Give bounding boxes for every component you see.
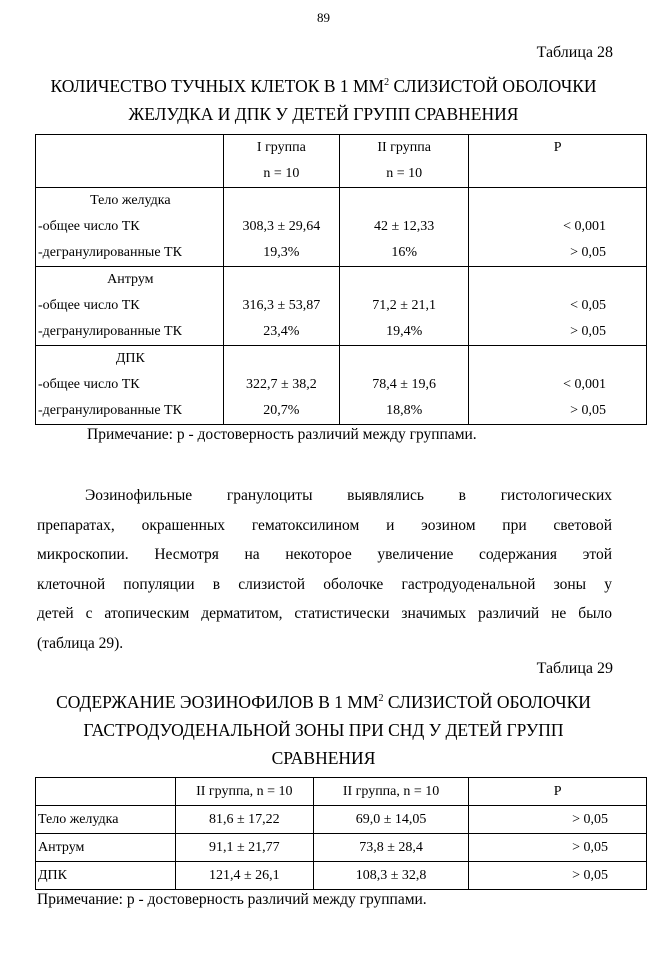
table-row-stomach-body: [36, 806, 647, 834]
cell-value: 19,3%: [263, 245, 300, 260]
p-value: < 0,05: [570, 298, 606, 313]
row-label: Антрум: [36, 834, 176, 862]
cell-value: 108,3 ± 32,8: [313, 862, 469, 890]
table-29-title-line-1: СОДЕРЖАНИЕ ЭОЗИНОФИЛОВ В 1 $ММ^2$ СЛИЗИСТОЙ ОБОЛОЧКИ: [56, 692, 591, 712]
row-label: -общее число ТК: [38, 377, 140, 392]
cell-value: 18,8%: [386, 403, 423, 418]
paragraph-line: клеточной популяции в слизистой оболочке гастродуоденальной зоны у: [37, 575, 612, 593]
row-label: -общее число ТК: [38, 298, 140, 313]
table-28-note: Примечание: р - достоверность различий между группами.: [87, 426, 477, 443]
paragraph-line: (таблица 29).: [37, 634, 124, 652]
row-label: ДПК: [36, 862, 176, 890]
p-value: > 0,05: [570, 403, 606, 418]
p-value: > 0,05: [469, 806, 647, 834]
table-29-note: Примечание: р - достоверность различий между группами.: [37, 891, 427, 908]
table-29-title-line-3: СРАВНЕНИЯ: [271, 748, 376, 768]
cell-value: 73,8 ± 28,4: [313, 834, 469, 862]
table-29-title-line-2: ГАСТРОДУОДЕНАЛЬНОЙ ЗОНЫ ПРИ СНД У ДЕТЕЙ ГРУПП: [83, 720, 564, 740]
row-label: -общее число ТК: [38, 219, 140, 234]
table-row-antrum: [36, 267, 647, 346]
body-paragraph: [37, 481, 612, 658]
p-value: > 0,05: [469, 862, 647, 890]
table-row-antrum: [36, 834, 647, 862]
cell-value: 20,7%: [263, 403, 300, 418]
table-28-title-line-1: КОЛИЧЕСТВО ТУЧНЫХ КЛЕТОК В 1 $ММ^2$ СЛИЗИСТОЙ ОБОЛОЧКИ: [50, 76, 597, 96]
row-label: -дегранулированные ТК: [38, 245, 182, 260]
mast-cells-table: [35, 134, 647, 425]
cell-value: 121,4 ± 26,1: [175, 862, 313, 890]
header-empty-cell: [36, 135, 224, 188]
header-group-1: II группа, n = 10: [175, 778, 313, 806]
header-group-2: II группа n = 10: [340, 135, 469, 188]
row-label: Тело желудка: [36, 806, 176, 834]
section-name: Антрум: [107, 272, 154, 287]
section-name: Тело желудка: [90, 193, 171, 208]
page-number: 89: [317, 10, 330, 25]
table-row-duodenum: [36, 346, 647, 425]
table-29-label: Таблица 29: [536, 660, 613, 677]
eosinophils-table: [35, 777, 647, 890]
row-label: -дегранулированные ТК: [38, 403, 182, 418]
cell-value: 19,4%: [386, 324, 423, 339]
header-p: Р: [469, 778, 647, 806]
p-value: > 0,05: [570, 324, 606, 339]
cell-value: 23,4%: [263, 324, 300, 339]
header-p: Р: [469, 135, 647, 188]
header-group-2: II группа, n = 10: [313, 778, 469, 806]
paragraph-line: микроскопии. Несмотря на некоторое увеличение содержания этой: [37, 546, 612, 563]
paragraph-line: препаратах, окрашенных гематоксилином и эозином при световой: [37, 516, 612, 534]
cell-value: 308,3 ± 29,64: [242, 219, 321, 234]
table-29-title: [20, 688, 627, 772]
cell-value: 16%: [391, 245, 417, 260]
header-empty-cell: [36, 778, 176, 806]
paragraph-line: детей с атопическим дерматитом, статистически значимых различий не было: [37, 605, 612, 622]
cell-value: 316,3 ± 53,87: [242, 298, 321, 313]
row-label: -дегранулированные ТК: [38, 324, 182, 339]
table-28-title-line-2: ЖЕЛУДКА И ДПК У ДЕТЕЙ ГРУПП СРАВНЕНИЯ: [128, 104, 519, 124]
section-name: ДПК: [115, 351, 145, 366]
cell-value: 69,0 ± 14,05: [313, 806, 469, 834]
paragraph-line: Эозинофильные гранулоциты выявлялись в гистологических: [85, 487, 612, 504]
cell-value: 81,6 ± 17,22: [175, 806, 313, 834]
cell-value: 78,4 ± 19,6: [372, 377, 436, 392]
p-value: < 0,001: [563, 219, 606, 234]
table-row-stomach-body: [36, 188, 647, 267]
table-28-title: [20, 72, 627, 128]
table-header-row: [36, 135, 647, 188]
p-value: > 0,05: [469, 834, 647, 862]
table-row-duodenum: [36, 862, 647, 890]
cell-value: 91,1 ± 21,77: [175, 834, 313, 862]
header-group-1: I группа n = 10: [223, 135, 339, 188]
cell-value: 322,7 ± 38,2: [246, 377, 317, 392]
cell-value: 42 ± 12,33: [374, 219, 435, 234]
table-28-label: Таблица 28: [536, 44, 613, 61]
cell-value: 71,2 ± 21,1: [372, 298, 436, 313]
p-value: > 0,05: [570, 245, 606, 260]
table-header-row: [36, 778, 647, 806]
p-value: < 0,001: [563, 377, 606, 392]
